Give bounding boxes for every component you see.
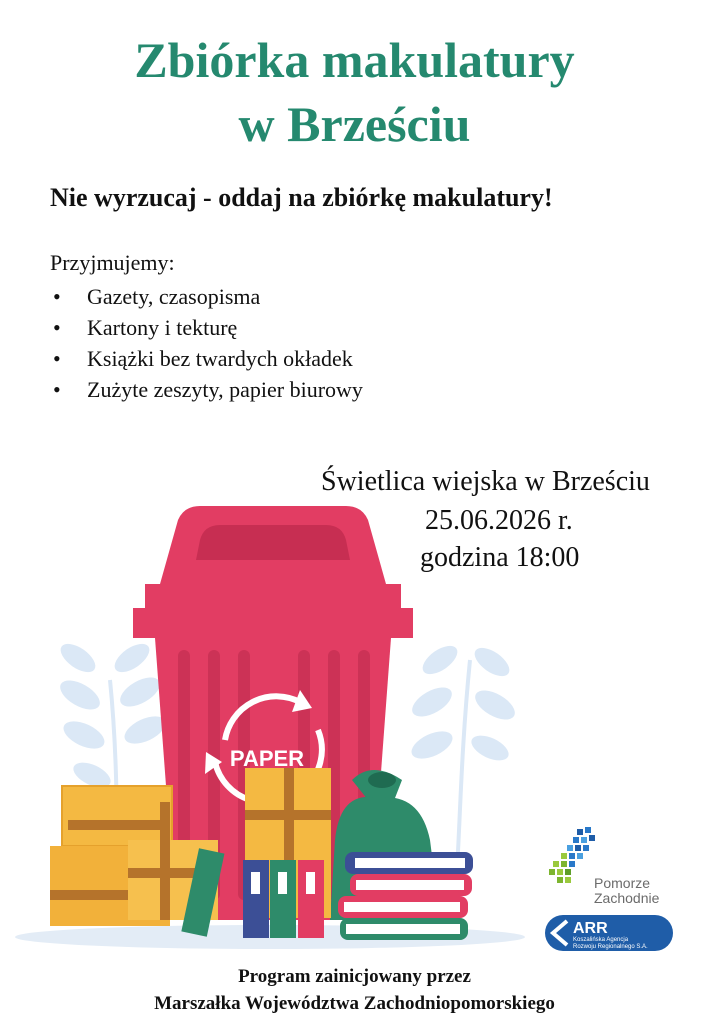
- pomorze-zachodnie-text: Pomorze Zachodnie: [594, 875, 660, 906]
- bullet-icon: •: [53, 346, 61, 371]
- svg-text:ARR: ARR: [573, 920, 608, 937]
- event-date: 25.06.2026 r.: [425, 505, 573, 536]
- subtitle: Nie wyrzucaj - oddaj na zbiórkę makulatury!: [50, 183, 553, 212]
- list-item: • Gazety, czasopisma: [50, 281, 363, 312]
- footer-line-2: Marszałka Województwa Zachodniopomorskiego: [154, 993, 555, 1014]
- arr-logo: [543, 913, 675, 953]
- event-place: Świetlica wiejska w Brześciu: [321, 466, 650, 497]
- footer-line-1: Program zainicjowany przez: [238, 966, 471, 987]
- title-line-1: Zbiórka makulatury: [134, 32, 575, 88]
- svg-text:Koszalińska Agencja: Koszalińska Agencja: [573, 937, 629, 943]
- svg-text:Rozwoju Regionalnego S.A.: Rozwoju Regionalnego S.A.: [573, 944, 648, 950]
- list-item: • Zużyte zeszyty, papier biurowy: [50, 374, 363, 405]
- bullet-icon: •: [53, 284, 61, 309]
- bullet-icon: •: [53, 315, 61, 340]
- event-time: godzina 18:00: [420, 542, 580, 573]
- list-item: • Książki bez twardych okładek: [50, 343, 363, 374]
- books-icon: [338, 852, 473, 940]
- accepted-label: Przyjmujemy:: [50, 250, 175, 275]
- accepted-list: [50, 281, 363, 405]
- title-line-2: w Brześciu: [238, 96, 471, 152]
- list-item: • Kartony i tekturę: [50, 312, 363, 343]
- bin-label: PAPER: [229, 746, 305, 771]
- binders-icon: [181, 848, 324, 938]
- bullet-icon: •: [53, 377, 61, 402]
